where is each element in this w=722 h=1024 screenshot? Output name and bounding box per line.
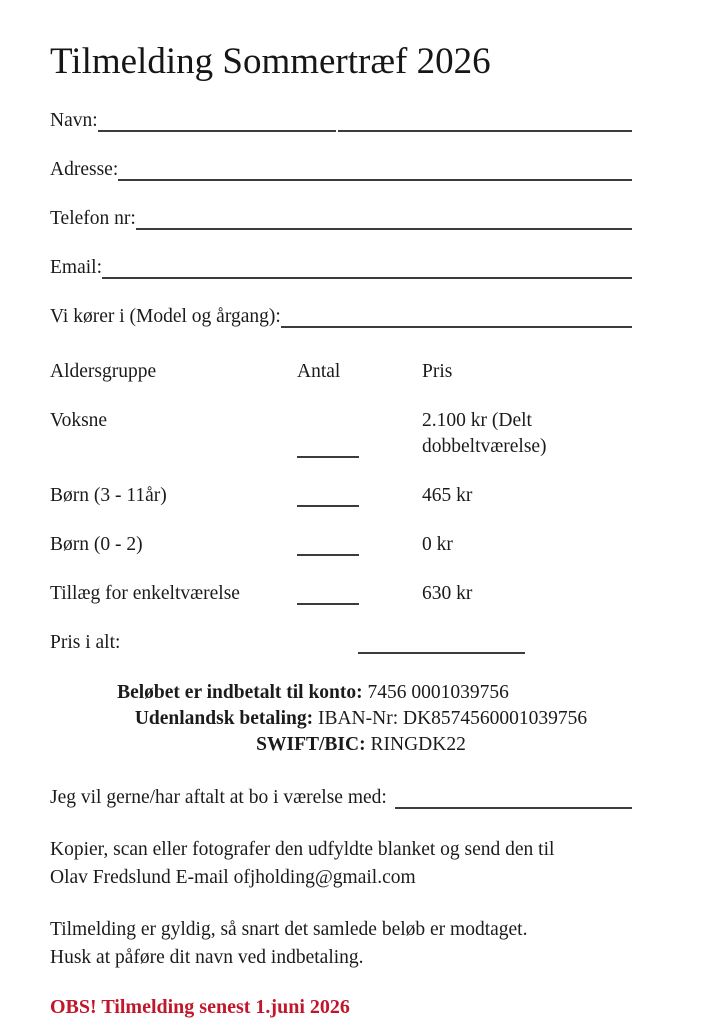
table-row-group: Voksne bbox=[50, 410, 108, 432]
payment-swift-label: SWIFT/BIC: bbox=[256, 734, 366, 756]
field-adresse-label: Adresse: bbox=[50, 159, 119, 181]
telefon-blank-line bbox=[136, 206, 632, 230]
field-navn-label: Navn: bbox=[50, 110, 98, 132]
payment-account-line bbox=[0, 680, 674, 706]
payment-account-label: Beløbet er indbetalt til konto: bbox=[117, 682, 363, 704]
count-blank-line bbox=[297, 532, 359, 556]
model-blank-line bbox=[281, 304, 632, 328]
roommate-blank-line bbox=[395, 785, 632, 809]
total-row bbox=[50, 630, 632, 656]
page-title: Tilmelding Sommertræf 2026 bbox=[50, 41, 491, 82]
table-row-price: 465 kr bbox=[422, 485, 473, 507]
payment-iban-label: Udenlandsk betaling: bbox=[134, 708, 314, 730]
field-adresse bbox=[50, 157, 632, 183]
price-table bbox=[50, 359, 632, 607]
count-blank-line bbox=[297, 581, 359, 605]
payment-info bbox=[0, 680, 722, 758]
field-telefon bbox=[50, 206, 632, 232]
table-row-group: Tillæg for enkeltværelse bbox=[50, 583, 240, 605]
table-row-group: Børn (0 - 2) bbox=[50, 534, 143, 556]
table-row-price: 2.100 kr (Delt dobbeltværelse) bbox=[422, 410, 547, 458]
deadline-notice: OBS! Tilmelding senest 1.juni 2026 bbox=[50, 996, 350, 1019]
send-instructions-line1: Kopier, scan eller fotografer den udfyldte blanket og send den til bbox=[50, 839, 555, 861]
field-email-label: Email: bbox=[50, 257, 102, 279]
field-email bbox=[50, 255, 632, 281]
table-row-price: 0 kr bbox=[422, 534, 453, 556]
payment-iban-value: IBAN-Nr: DK8574560001039756 bbox=[317, 708, 588, 730]
field-roommate-label: Jeg vil gerne/har aftalt at bo i værelse med: bbox=[50, 787, 387, 809]
email-blank-line bbox=[102, 255, 632, 279]
field-telefon-label: Telefon nr: bbox=[50, 208, 136, 230]
field-navn bbox=[50, 108, 632, 134]
table-row-price: 630 kr bbox=[422, 583, 473, 605]
table-row-group: Børn (3 - 11år) bbox=[50, 485, 167, 507]
count-blank-line bbox=[297, 434, 359, 458]
field-roommate bbox=[50, 785, 632, 811]
field-model-label: Vi kører i (Model og årgang): bbox=[50, 306, 281, 328]
send-instructions-line2: Olav Fredslund E-mail ofjholding@gmail.com bbox=[50, 866, 416, 888]
send-instructions bbox=[50, 836, 632, 891]
price-table-header-price: Pris bbox=[422, 361, 453, 383]
field-model bbox=[50, 304, 632, 330]
payment-swift-value: RINGDK22 bbox=[370, 734, 466, 756]
payment-account-value: 7456 0001039756 bbox=[367, 682, 509, 704]
validity-note bbox=[50, 916, 632, 971]
navn-blank-line-1 bbox=[98, 108, 336, 132]
payment-swift-line bbox=[0, 732, 722, 758]
count-blank-line bbox=[297, 483, 359, 507]
price-table-header-group: Aldersgruppe bbox=[50, 361, 157, 383]
validity-line2: Husk at påføre dit navn ved indbetaling. bbox=[50, 946, 364, 968]
total-label: Pris i alt: bbox=[50, 632, 121, 654]
price-table-header-count: Antal bbox=[297, 361, 341, 383]
validity-line1: Tilmelding er gyldig, så snart det samlede beløb er modtaget. bbox=[50, 919, 528, 941]
adresse-blank-line bbox=[118, 157, 632, 181]
payment-iban-line bbox=[0, 706, 722, 732]
navn-blank-line-2 bbox=[338, 108, 632, 132]
total-blank-line bbox=[358, 652, 525, 654]
